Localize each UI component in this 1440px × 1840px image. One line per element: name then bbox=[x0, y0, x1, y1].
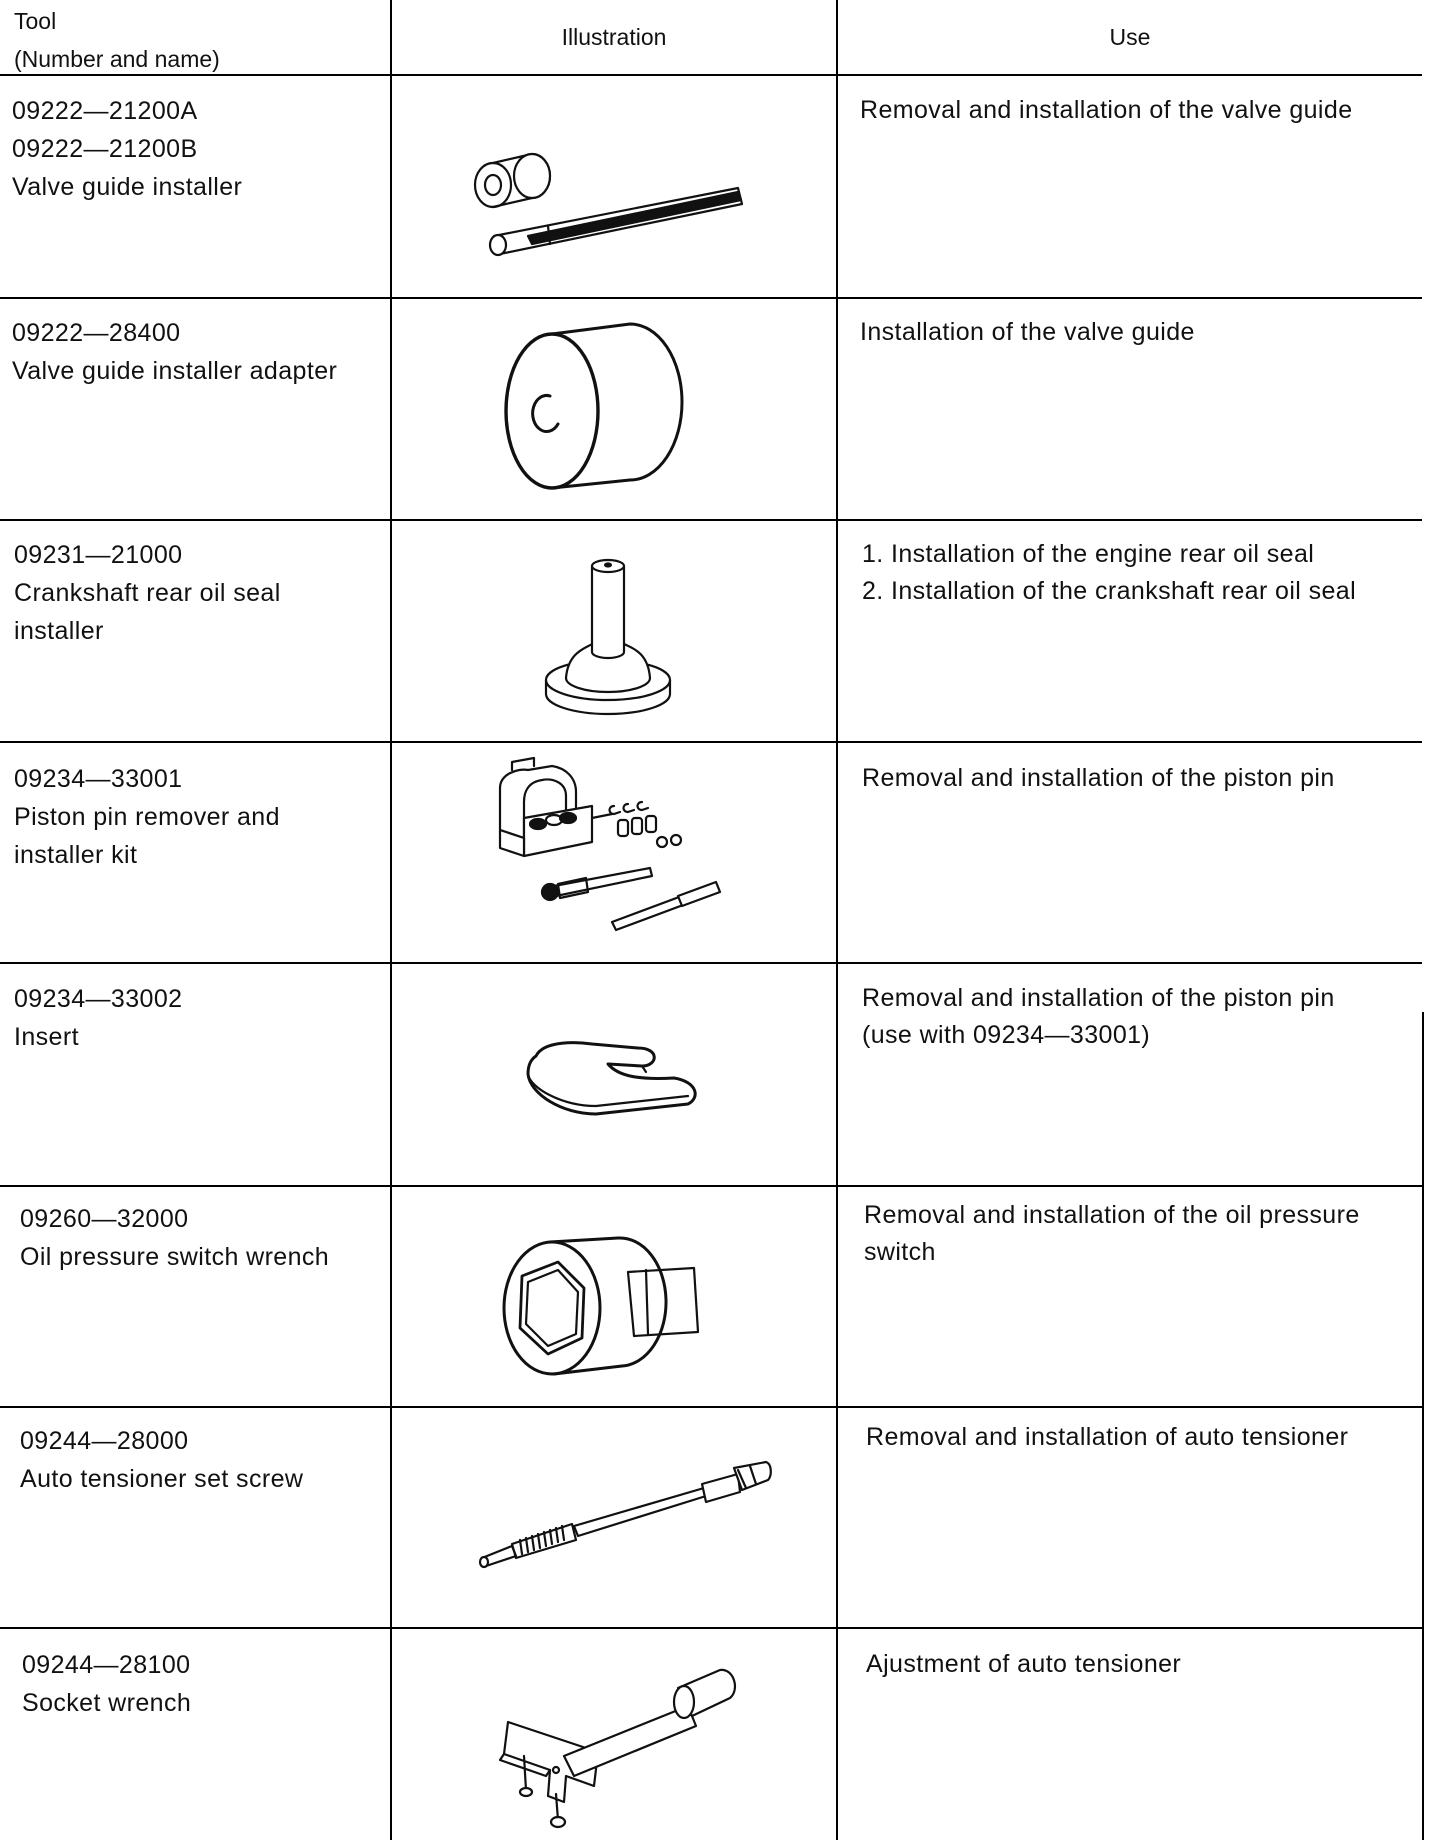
tool-cell bbox=[12, 92, 242, 206]
tool-number: 09231—21000 bbox=[14, 541, 183, 569]
tool-number: 09260—32000 bbox=[20, 1205, 189, 1233]
use-text: Removal and installation of auto tensioner bbox=[866, 1423, 1349, 1451]
tool-name: Piston pin remover and bbox=[14, 803, 280, 831]
tool-cell bbox=[20, 1200, 329, 1276]
header-tool-line: Tool bbox=[14, 8, 57, 34]
row-divider bbox=[0, 741, 1422, 743]
oil-seal-installer-icon bbox=[540, 548, 680, 718]
use-text: Removal and installation of the oil pressure bbox=[864, 1201, 1360, 1229]
tool-cell bbox=[22, 1646, 191, 1722]
use-text: 1. Installation of the engine rear oil seal bbox=[862, 540, 1315, 568]
oil-pressure-wrench-icon bbox=[498, 1232, 708, 1382]
piston-pin-kit-icon bbox=[482, 762, 742, 954]
tool-number: 09222—28400 bbox=[12, 319, 181, 347]
header-use: Use bbox=[1109, 24, 1151, 50]
table-right-border bbox=[1422, 1012, 1424, 1840]
valve-guide-adapter-icon bbox=[500, 316, 700, 496]
tool-cell bbox=[14, 760, 280, 874]
use-cell bbox=[864, 1197, 1360, 1271]
use-text: switch bbox=[864, 1238, 936, 1266]
use-text: Installation of the valve guide bbox=[860, 318, 1195, 346]
tool-name: Valve guide installer bbox=[12, 173, 243, 201]
column-divider-left bbox=[390, 0, 392, 1840]
row-divider bbox=[0, 1406, 1422, 1408]
tool-name: Valve guide installer adapter bbox=[12, 357, 338, 385]
tool-number: 09222—21200B bbox=[12, 135, 198, 163]
header-tool-line: (Number and name) bbox=[14, 46, 220, 72]
tool-number: 09222—21200A bbox=[12, 97, 198, 125]
use-cell bbox=[860, 314, 1195, 351]
use-cell bbox=[866, 1646, 1181, 1683]
socket-wrench-icon bbox=[482, 1660, 742, 1840]
tool-number: 09234—33001 bbox=[14, 765, 183, 793]
tool-name: installer bbox=[14, 617, 104, 645]
tool-cell bbox=[12, 314, 337, 390]
use-cell bbox=[862, 980, 1335, 1054]
use-cell bbox=[862, 760, 1335, 797]
tool-name: Oil pressure switch wrench bbox=[20, 1243, 330, 1271]
tool-name: installer kit bbox=[14, 841, 138, 869]
column-divider-right bbox=[836, 0, 838, 1840]
tool-cell bbox=[14, 980, 182, 1056]
tool-name: Auto tensioner set screw bbox=[20, 1465, 304, 1493]
use-text: (use with 09234—33001) bbox=[862, 1021, 1151, 1049]
row-divider bbox=[0, 297, 1422, 299]
use-cell bbox=[860, 92, 1353, 129]
tool-cell bbox=[14, 536, 281, 650]
use-text: Ajustment of auto tensioner bbox=[866, 1650, 1182, 1678]
tool-cell bbox=[20, 1422, 303, 1498]
insert-icon bbox=[522, 1034, 702, 1124]
tool-number: 09244—28100 bbox=[22, 1651, 191, 1679]
row-divider bbox=[0, 519, 1422, 521]
use-text: Removal and installation of the piston pin bbox=[862, 764, 1335, 792]
tool-name: Insert bbox=[14, 1023, 79, 1051]
row-divider bbox=[0, 962, 1422, 964]
use-cell bbox=[862, 536, 1356, 610]
tool-number: 09244—28000 bbox=[20, 1427, 189, 1455]
tool-number: 09234—33002 bbox=[14, 985, 183, 1013]
tool-name: Socket wrench bbox=[22, 1689, 192, 1717]
use-text: Removal and installation of the piston pin bbox=[862, 984, 1335, 1012]
tool-name: Crankshaft rear oil seal bbox=[14, 579, 281, 607]
header-illustration: Illustration bbox=[561, 24, 667, 50]
use-text: Removal and installation of the valve guide bbox=[860, 96, 1353, 124]
use-cell bbox=[866, 1419, 1348, 1456]
row-divider bbox=[0, 1627, 1422, 1629]
valve-guide-installer-icon bbox=[460, 140, 760, 270]
set-screw-icon bbox=[476, 1460, 776, 1570]
use-text: 2. Installation of the crankshaft rear oil seal bbox=[862, 577, 1357, 605]
header-tool bbox=[14, 2, 220, 78]
row-divider bbox=[0, 1185, 1422, 1187]
